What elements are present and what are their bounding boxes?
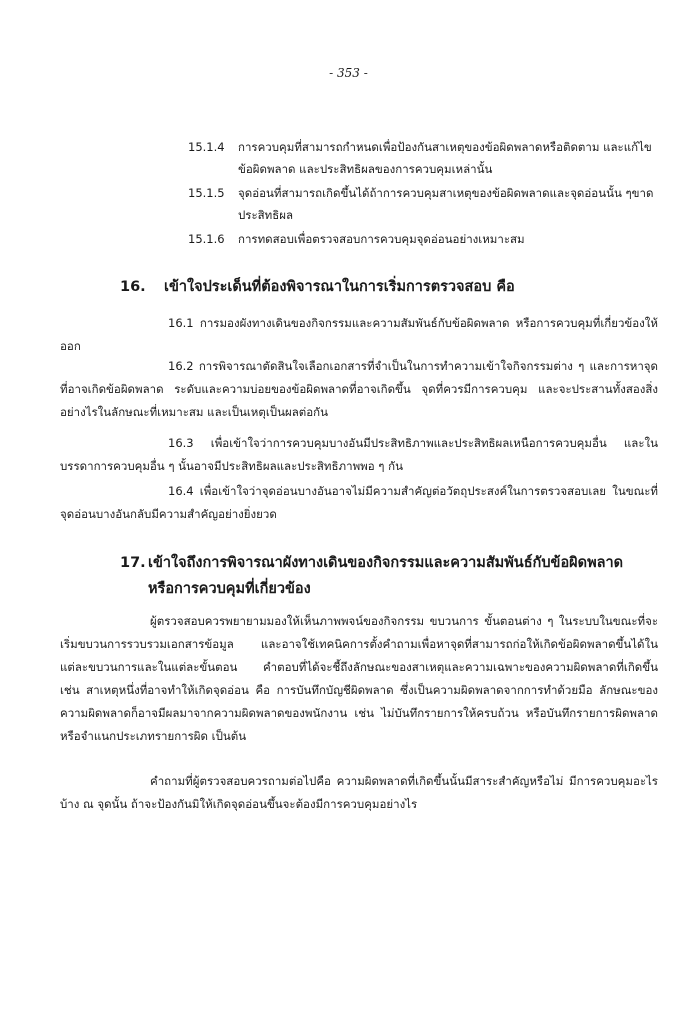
section-17-heading [120,550,680,602]
section-number: 17. [120,555,146,571]
section-title: เข้าใจประเด็นที่ต้องพิจารณาในการเริ่มการตรวจสอบ คือ [164,279,515,295]
section-title-line-1: เข้าใจถึงการพิจารณาผังทางเดินของกิจกรรมและความสัมพันธ์กับข้อผิดพลาด [148,555,624,571]
sub-item-15-1-4 [188,136,658,180]
section-title-line-2: หรือการควบคุมที่เกี่ยวข้อง [148,581,311,597]
sub-item-number: 15.1.5 [188,186,225,200]
sub-item-text: การทดสอบเพื่อตรวจสอบการควบคุมจุดอ่อนอย่างเหมาะสม [238,232,525,246]
sub-item-15-1-5 [188,182,658,226]
page-number: - 353 - [329,66,368,80]
section-16-heading [120,274,660,300]
sub-item-number: 15.1.4 [188,140,225,154]
sub-item-text: จุดอ่อนที่สามารถเกิดขึ้นได้ถ้าการควบคุมสาเหตุของข้อผิดพลาดและจุดอ่อนนั้น ๆขาดประสิทธิผล [238,186,654,222]
paragraph-16-4: 16.4 เพื่อเข้าใจว่าจุดอ่อนบางอันอาจไม่มีความสำคัญต่อวัตถุประสงค์ในการตรวจสอบเลย ในขณะที่จุดอ่อนบางอันกลับมีความสำคัญอย่างยิ่งยวด [60,484,658,521]
paragraph-16-1: 16.1 การมองผังทางเดินของกิจกรรมและความสัมพันธ์กับข้อผิดพลาด หรือการควบคุมที่เกี่ยวข้องให้ออก [60,316,658,353]
section-number: 16. [120,279,146,295]
paragraph-16-2: 16.2 การพิจารณาตัดสินใจเลือกเอกสารที่จำเป็นในการทำความเข้าใจกิจกรรมต่าง ๆ และการหาจุดที่อาจเกิดข้อผิดพลาด ระดับและความบ่อยของข้อผิดพลาดที่อาจเกิดขึ้น จุดที่ควรมีการควบคุม และจะประสานทั้งสองสิ่งอย่างไรในลักษณะที่เหมาะสม และเป็นเหตุเป็นผลต่อกัน [60,359,658,419]
sub-item-text: การควบคุมที่สามารถกำหนดเพื่อป้องกันสาเหตุของข้อผิดพลาดหรือติดตาม และแก้ไขข้อผิดพลาด และประสิทธิผลของการควบคุมเหล่านั้น [238,140,652,176]
sub-item-15-1-6 [188,228,658,250]
paragraph-17-2: คำถามที่ผู้ตรวจสอบควรถามต่อไปคือ ความผิดพลาดที่เกิดขึ้นนั้นมีสาระสำคัญหรือไม่ มีการควบคุมอะไรบ้าง ณ จุดนั้น ถ้าจะป้องกันมิให้เกิดจุดอ่อนขึ้นจะต้องมีการควบคุมอย่างไร [60,774,658,811]
paragraph-17-1: ผู้ตรวจสอบควรพยายามมองให้เห็นภาพพจน์ของกิจกรรม ขบวนการ ขั้นตอนต่าง ๆ ในระบบในขณะที่จะเริ่มขบวนการรวบรวมเอกสารข้อมูล และอาจใช้เทคนิคการตั้งคำถามเพื่อหาจุดที่สามารถก่อให้เกิดข้อผิดพลาดขึ้นได้ในแต่ละขบวนการและในแต่ละขั้นตอน คำตอบที่ได้จะชี้ถึงลักษณะของสาเหตุและความเฉพาะของความผิดพลาดที่เกิดขึ้น เช่น สาเหตุหนึ่งที่อาจทำให้เกิดจุดอ่อน คือ การบันทึกบัญชีผิดพลาด ซึ่งเป็นความผิดพลาดจากการทำด้วยมือ ลักษณะของความผิดพลาดก็อาจมีผลมาจากความผิดพลาดของพนักงาน เช่น ไม่บันทึกรายการให้ครบถ้วน หรือบันทึกรายการผิดพลาด หรือจำแนกประเภทรายการผิด เป็นต้น [60,614,658,743]
paragraph-16-3: 16.3 เพื่อเข้าใจว่าการควบคุมบางอันมีประสิทธิภาพและประสิทธิผลเหนือการควบคุมอื่น และในบรรดาการควบคุมอื่น ๆ นั้นอาจมีประสิทธิผลและประสิทธิภาพพอ ๆ กัน [60,436,658,473]
sub-item-number: 15.1.6 [188,232,225,246]
